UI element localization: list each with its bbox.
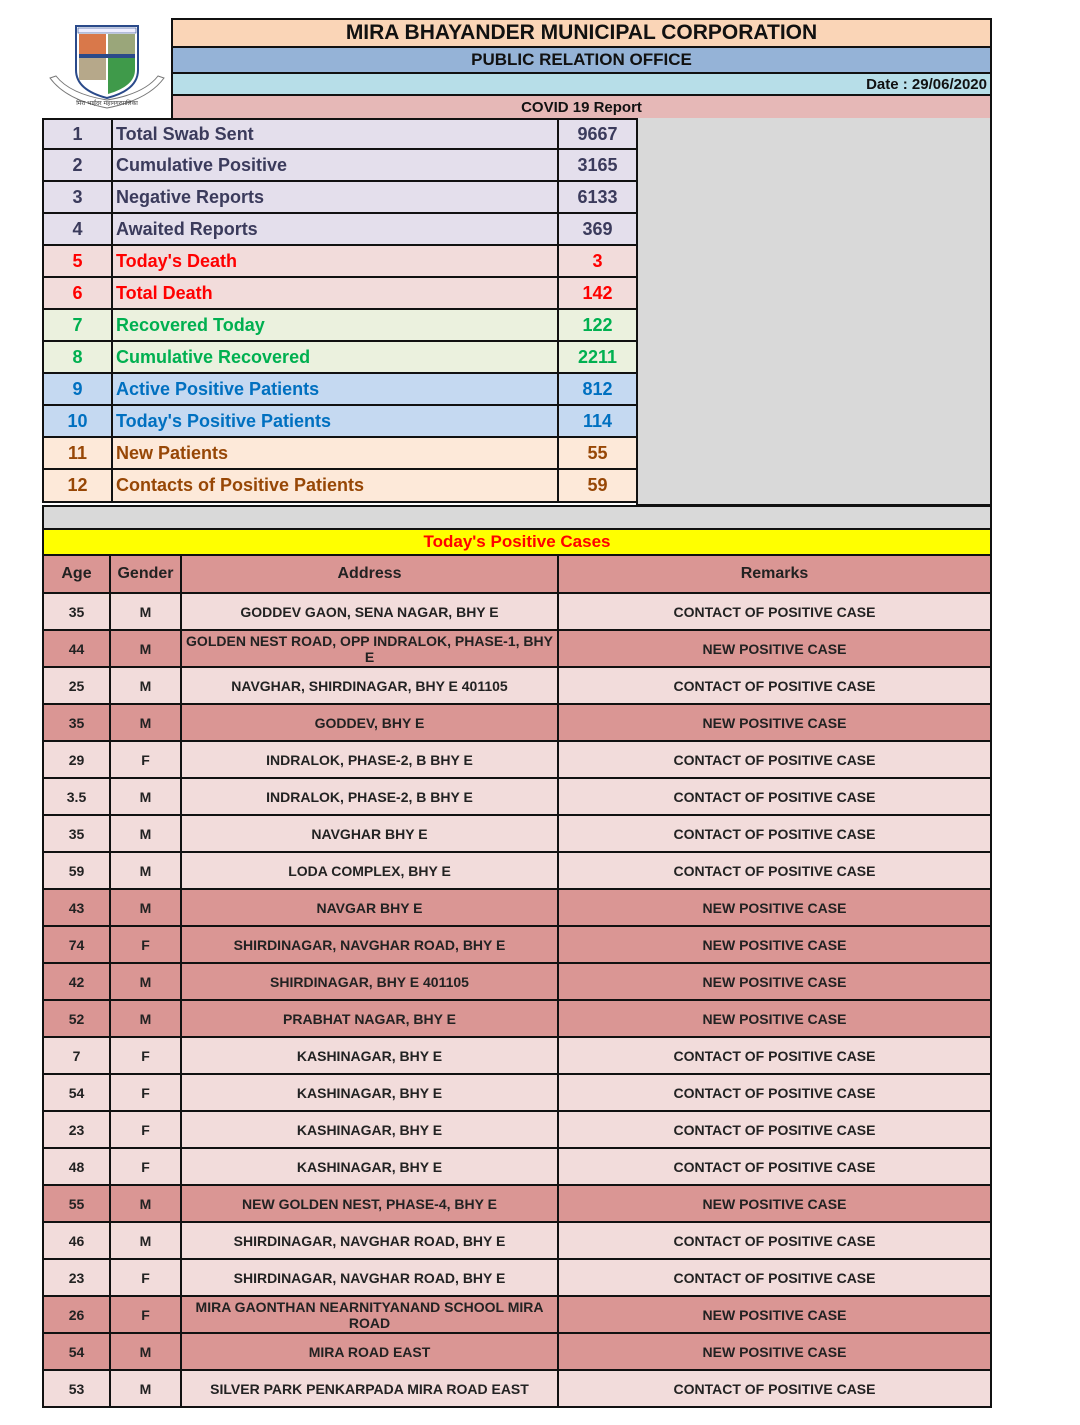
summary-value: 6133 [577,186,618,207]
case-address: NAVGHAR BHY E [182,816,559,851]
case-gender: M [111,779,182,814]
summary-value: 812 [582,378,613,399]
case-address: INDRALOK, PHASE-2, B BHY E [182,779,559,814]
summary-label: Cumulative Positive [113,150,559,180]
case-row [42,705,992,742]
case-address: KASHINAGAR, BHY E [182,1149,559,1184]
case-remarks: CONTACT OF POSITIVE CASE [673,677,876,694]
case-age: 48 [44,1149,111,1184]
summary-row [42,246,638,278]
case-row [42,1112,992,1149]
summary-label: Awaited Reports [113,214,559,244]
case-gender: M [111,668,182,703]
case-remarks: CONTACT OF POSITIVE CASE [673,603,876,620]
case-gender: M [111,964,182,999]
gray-spacer-row [42,505,992,530]
summary-value: 142 [582,282,613,303]
summary-number: 4 [44,214,113,244]
case-remarks: CONTACT OF POSITIVE CASE [673,1084,876,1101]
case-gender: M [111,1001,182,1036]
case-row [42,631,992,668]
case-age: 23 [44,1112,111,1147]
summary-value: 114 [582,410,613,431]
case-remarks: CONTACT OF POSITIVE CASE [673,1380,876,1397]
case-gender: F [111,1260,182,1295]
case-address: PRABHAT NAGAR, BHY E [182,1001,559,1036]
case-row [42,1297,992,1334]
case-remarks: CONTACT OF POSITIVE CASE [673,1269,876,1286]
summary-number: 7 [44,310,113,340]
case-address: GODDEV, BHY E [182,705,559,740]
summary-value: 59 [587,475,608,495]
summary-row [42,214,638,246]
summary-value: 55 [587,442,608,463]
summary-number: 8 [44,342,113,372]
header-address: Address [182,556,559,592]
case-address: SHIRDINAGAR, NAVGHAR ROAD, BHY E [182,927,559,962]
case-address: GODDEV GAON, SENA NAGAR, BHY E [182,594,559,629]
case-remarks: CONTACT OF POSITIVE CASE [673,862,876,879]
case-remarks: NEW POSITIVE CASE [702,1343,847,1360]
case-gender: M [111,1223,182,1258]
case-gender: M [111,705,182,740]
case-remarks: NEW POSITIVE CASE [702,899,847,916]
summary-value: 3165 [577,154,618,175]
case-gender: M [111,631,182,666]
case-age: 35 [44,816,111,851]
case-row [42,1149,992,1186]
case-remarks: NEW POSITIVE CASE [702,936,847,953]
report-date: Date : 29/06/2020 [171,72,992,94]
case-remarks: NEW POSITIVE CASE [702,1306,847,1323]
case-age: 53 [44,1371,111,1406]
case-age: 43 [44,890,111,925]
case-age: 74 [44,927,111,962]
summary-number: 12 [44,470,113,501]
summary-label: Today's Death [113,246,559,276]
case-row [42,1001,992,1038]
summary-row [42,374,638,406]
summary-row [42,278,638,310]
report-title: COVID 19 Report [171,94,992,118]
case-gender: M [111,594,182,629]
case-age: 59 [44,853,111,888]
case-row [42,1223,992,1260]
case-remarks: CONTACT OF POSITIVE CASE [673,1232,876,1249]
case-gender: M [111,890,182,925]
case-age: 35 [44,594,111,629]
summary-number: 5 [44,246,113,276]
summary-value: 2211 [577,346,618,367]
case-gender: M [111,853,182,888]
cases-title: Today's Positive Cases [42,530,992,556]
case-gender: F [111,1297,182,1332]
case-address: MIRA ROAD EAST [182,1334,559,1369]
case-age: 3.5 [44,779,111,814]
case-age: 54 [44,1334,111,1369]
summary-value: 9667 [577,123,618,144]
case-remarks: CONTACT OF POSITIVE CASE [673,1121,876,1138]
municipal-logo [46,20,168,116]
summary-label: Total Swab Sent [113,120,559,148]
summary-row [42,150,638,182]
case-address: NEW GOLDEN NEST, PHASE-4, BHY E [182,1186,559,1221]
summary-label: Cumulative Recovered [113,342,559,372]
summary-label: Total Death [113,278,559,308]
case-address: KASHINAGAR, BHY E [182,1038,559,1073]
summary-number: 1 [44,120,113,148]
case-row [42,853,992,890]
case-address: NAVGAR BHY E [182,890,559,925]
summary-label: New Patients [113,438,559,468]
summary-label: Negative Reports [113,182,559,212]
case-row [42,742,992,779]
case-gender: F [111,927,182,962]
header-gender: Gender [111,556,182,592]
summary-label: Recovered Today [113,310,559,340]
summary-number: 2 [44,150,113,180]
case-row [42,1334,992,1371]
case-age: 35 [44,705,111,740]
case-remarks: NEW POSITIVE CASE [702,1195,847,1212]
case-row [42,1038,992,1075]
case-row [42,594,992,631]
case-gender: M [111,816,182,851]
case-address: KASHINAGAR, BHY E [182,1112,559,1147]
summary-row [42,470,638,503]
case-row [42,1371,992,1408]
case-row [42,890,992,927]
case-remarks: CONTACT OF POSITIVE CASE [673,825,876,842]
gray-panel [636,118,992,506]
case-row [42,668,992,705]
summary-value: 122 [582,314,613,335]
case-address: SHIRDINAGAR, BHY E 401105 [182,964,559,999]
case-gender: F [111,1149,182,1184]
header-remarks: Remarks [740,565,809,582]
svg-text:मिरा भाईंदर महानगरपालिका: मिरा भाईंदर महानगरपालिका [76,100,138,107]
case-address: MIRA GAONTHAN NEARNITYANAND SCHOOL MIRA ROAD [182,1297,559,1332]
case-row [42,1075,992,1112]
case-age: 29 [44,742,111,777]
case-row [42,964,992,1001]
summary-row [42,182,638,214]
header-age: Age [44,556,111,592]
case-gender: F [111,1038,182,1073]
case-remarks: CONTACT OF POSITIVE CASE [673,788,876,805]
case-row [42,779,992,816]
case-address: SHIRDINAGAR, NAVGHAR ROAD, BHY E [182,1260,559,1295]
case-gender: F [111,742,182,777]
summary-row [42,342,638,374]
case-age: 54 [44,1075,111,1110]
case-remarks: CONTACT OF POSITIVE CASE [673,1158,876,1175]
case-address: KASHINAGAR, BHY E [182,1075,559,1110]
case-gender: M [111,1334,182,1369]
summary-number: 11 [44,438,113,468]
summary-label: Today's Positive Patients [113,406,559,436]
case-age: 42 [44,964,111,999]
summary-row [42,438,638,470]
office-title: PUBLIC RELATION OFFICE [171,46,992,72]
case-address: SILVER PARK PENKARPADA MIRA ROAD EAST [182,1371,559,1406]
case-remarks: NEW POSITIVE CASE [702,1010,847,1027]
case-gender: M [111,1371,182,1406]
case-gender: F [111,1112,182,1147]
cases-header-row [42,556,992,594]
case-age: 46 [44,1223,111,1258]
case-age: 23 [44,1260,111,1295]
summary-label: Active Positive Patients [113,374,559,404]
summary-row [42,118,638,150]
case-address: GOLDEN NEST ROAD, OPP INDRALOK, PHASE-1, BHY E [182,631,559,666]
summary-number: 10 [44,406,113,436]
summary-number: 3 [44,182,113,212]
case-remarks: NEW POSITIVE CASE [702,714,847,731]
case-age: 55 [44,1186,111,1221]
summary-number: 9 [44,374,113,404]
case-age: 25 [44,668,111,703]
case-age: 44 [44,631,111,666]
case-row [42,1186,992,1223]
case-address: NAVGHAR, SHIRDINAGAR, BHY E 401105 [182,668,559,703]
summary-row [42,310,638,342]
summary-number: 6 [44,278,113,308]
case-age: 26 [44,1297,111,1332]
case-remarks: CONTACT OF POSITIVE CASE [673,751,876,768]
case-row [42,1260,992,1297]
case-remarks: CONTACT OF POSITIVE CASE [673,1047,876,1064]
case-remarks: NEW POSITIVE CASE [702,973,847,990]
case-remarks: NEW POSITIVE CASE [702,640,847,657]
case-gender: F [111,1075,182,1110]
org-title: MIRA BHAYANDER MUNICIPAL CORPORATION [171,18,992,46]
case-age: 7 [44,1038,111,1073]
summary-label: Contacts of Positive Patients [113,470,559,501]
summary-value: 3 [592,250,603,271]
case-gender: M [111,1186,182,1221]
case-address: LODA COMPLEX, BHY E [182,853,559,888]
case-row [42,927,992,964]
case-age: 52 [44,1001,111,1036]
summary-row [42,406,638,438]
case-row [42,816,992,853]
case-address: SHIRDINAGAR, NAVGHAR ROAD, BHY E [182,1223,559,1258]
case-address: INDRALOK, PHASE-2, B BHY E [182,742,559,777]
summary-value: 369 [582,218,613,239]
